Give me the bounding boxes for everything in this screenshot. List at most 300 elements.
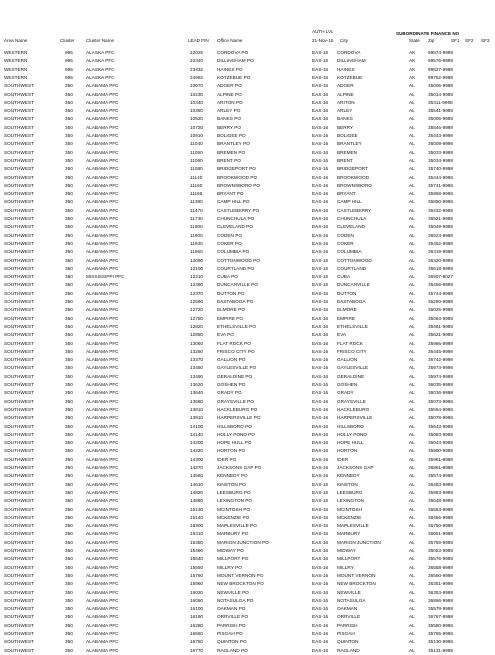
cluster-cell: 350	[65, 174, 73, 180]
auth-lvl-cell: EAS-16	[312, 182, 329, 188]
auth-lvl-cell: EAS-16	[312, 448, 329, 454]
lead-fin-cell: 14820	[190, 489, 204, 495]
table-row	[0, 115, 495, 123]
cluster-cell: 350	[65, 191, 73, 197]
state-cell: AL	[409, 83, 415, 89]
cluster-cell: 350	[65, 415, 73, 421]
cluster-name-cell: ALABAMA PFC	[86, 606, 119, 612]
cluster-cell: 350	[65, 423, 73, 429]
auth-lvl-cell: EAS-16	[312, 58, 329, 64]
table-row	[0, 91, 495, 99]
subordinate-finance-header: SUBORDINATE FINANCE NO	[396, 31, 460, 36]
auth-lvl-cell: EAS-16	[312, 415, 329, 421]
lead-fin-cell: 11800	[190, 224, 203, 230]
cluster-name-cell: ALABAMA PFC	[86, 174, 119, 180]
col-cluster-name: Cluster Name	[86, 38, 115, 43]
city-cell: GAYLESVILLE	[337, 365, 369, 371]
cluster-cell: 350	[65, 348, 73, 354]
state-cell: AL	[409, 440, 415, 446]
table-row	[0, 555, 495, 563]
zip-cell: 36759-9998	[428, 539, 454, 545]
area-name-cell: SOUTHWEST	[4, 357, 34, 363]
table-row	[0, 298, 495, 306]
cluster-name-cell: ALABAMA PFC	[86, 340, 119, 346]
auth-lvl-cell: EAS-16	[312, 307, 329, 313]
cluster-cell: 350	[65, 531, 73, 537]
zip-cell: 36560-9998	[428, 572, 454, 578]
zip-cell: 35083-9998	[428, 431, 454, 437]
city-cell: MCKENZIE	[337, 514, 362, 520]
cluster-cell: 350	[65, 149, 73, 155]
zip-cell: 36742-9998	[428, 357, 454, 363]
office-name-cell: ETHELSVILLE PO	[217, 323, 257, 329]
zip-cell: 36311-9998	[428, 99, 453, 105]
zip-cell: 35580-9998	[428, 622, 454, 628]
state-cell: AL	[409, 423, 415, 429]
cluster-cell: 350	[65, 523, 73, 529]
cluster-name-cell: ALABAMA PFC	[86, 390, 119, 396]
auth-lvl-cell: EAS-16	[312, 564, 329, 570]
auth-lvl-cell: EAS-16	[312, 456, 329, 462]
cluster-name-cell: ALABAMA PFC	[86, 307, 119, 313]
auth-lvl-cell: EAS-16	[312, 116, 329, 122]
city-cell: LEXINGTON	[337, 498, 365, 504]
cluster-cell: 350	[65, 597, 73, 603]
auth-lvl-cell: EAS-16	[312, 631, 329, 636]
zip-cell: 35063-9998	[428, 315, 454, 321]
lead-fin-cell: 11160	[190, 182, 203, 188]
zip-cell: 36260-9998	[428, 299, 454, 304]
lead-fin-cell: 11040	[190, 141, 203, 147]
area-name-cell: SOUTHWEST	[4, 340, 34, 346]
cluster-cell: 350	[65, 456, 73, 462]
cluster-name-cell: ALABAMA PFC	[86, 398, 119, 404]
zip-cell: 36523-9998	[428, 232, 454, 238]
city-cell: DUTTON	[337, 290, 357, 296]
lead-fin-cell: 11380	[190, 199, 203, 205]
state-cell: AL	[409, 299, 415, 304]
table-row	[0, 107, 495, 115]
table-row	[0, 356, 495, 364]
zip-cell: 35983-9998	[428, 489, 454, 495]
cluster-name-cell: ALABAMA PFC	[86, 257, 119, 263]
col-date: 21-Nov-15	[312, 38, 334, 43]
lead-fin-cell: 10910	[190, 133, 204, 138]
table-row	[0, 456, 495, 464]
area-name-cell: SOUTHWEST	[4, 581, 34, 587]
office-name-cell: KENNEDY PO	[217, 473, 248, 479]
table-row	[0, 398, 495, 406]
state-cell: AL	[409, 523, 415, 529]
cluster-name-cell: ALABAMA PFC	[86, 216, 119, 221]
zip-cell: 36043-9998	[428, 440, 454, 446]
lead-fin-cell: 13060	[190, 340, 204, 346]
cluster-name-cell: ALABAMA PFC	[86, 290, 119, 296]
auth-lvl-cell: EAS-16	[312, 124, 329, 130]
lead-fin-cell: 22026	[190, 50, 204, 55]
zip-cell: 36750-9998	[428, 523, 454, 529]
office-name-cell: MCKENZIE PO	[217, 514, 250, 520]
office-name-cell: BRYANT PO	[217, 191, 244, 197]
auth-lvl-cell: EAS-16	[312, 556, 329, 562]
auth-lvl-cell: EAS-16	[312, 348, 329, 354]
cluster-cell: 350	[65, 232, 73, 238]
cluster-cell: 350	[65, 290, 73, 296]
state-cell: AL	[409, 631, 415, 636]
state-cell: AL	[409, 315, 415, 321]
city-cell: HOPE HULL	[337, 440, 364, 446]
office-name-cell: CASTLEBERRY PO	[217, 207, 260, 213]
cluster-name-cell: ALABAMA PFC	[86, 240, 119, 246]
city-cell: CHUNCHULA	[337, 216, 367, 221]
cluster-cell: 350	[65, 473, 73, 479]
lead-fin-cell: 15490	[190, 548, 204, 553]
cluster-cell: 350	[65, 465, 73, 470]
city-cell: BRYANT	[337, 191, 356, 197]
zip-cell: 35541-9998	[428, 108, 454, 114]
cluster-name-cell: ALABAMA PFC	[86, 373, 119, 379]
zip-cell: 35564-9998	[428, 406, 454, 412]
city-cell: BRANTLEY	[337, 141, 362, 147]
cluster-cell: 350	[65, 216, 73, 221]
office-name-cell: MILLRY PO	[217, 564, 242, 570]
office-name-cell: BANKS PO	[217, 116, 241, 122]
city-cell: QUINTON	[337, 639, 359, 645]
zip-cell: 36009-9998	[428, 141, 454, 147]
cluster-cell: 350	[65, 224, 73, 230]
state-cell: AL	[409, 572, 415, 578]
city-cell: HOLLY POND	[337, 431, 367, 437]
cluster-cell: 350	[65, 398, 73, 404]
zip-cell: 35579-9998	[428, 606, 454, 612]
col-zip: Zip	[428, 38, 435, 43]
zip-cell: 35648-9998	[428, 498, 454, 504]
col-sf1: SF1	[451, 38, 460, 43]
table-row	[0, 423, 495, 431]
state-cell: AL	[409, 473, 415, 479]
cluster-cell: 350	[65, 448, 73, 454]
state-cell: AL	[409, 415, 415, 421]
zip-cell: 35740-9998	[428, 166, 454, 172]
lead-fin-cell: 15300	[190, 523, 204, 529]
office-name-cell: COKER PO	[217, 240, 242, 246]
zip-cell: 36053-9998	[428, 548, 454, 553]
area-name-cell: SOUTHWEST	[4, 382, 34, 387]
auth-lvl-cell: EAS-16	[312, 639, 329, 645]
table-row	[0, 414, 495, 422]
city-cell: HARPERSVILLE	[337, 415, 373, 421]
city-cell: ADGER	[337, 83, 354, 89]
city-cell: ALPINE	[337, 91, 354, 97]
auth-lvl-cell: EAS-16	[312, 290, 329, 296]
area-name-cell: SOUTHWEST	[4, 365, 34, 371]
cluster-name-cell: ALABAMA PFC	[86, 556, 119, 562]
office-name-cell: NOTASULGA PO	[217, 597, 254, 603]
state-cell: AL	[409, 257, 415, 263]
cluster-name-cell: ALABAMA PFC	[86, 564, 119, 570]
area-name-cell: SOUTHWEST	[4, 622, 34, 628]
state-cell: AL	[409, 548, 415, 553]
table-row	[0, 57, 495, 65]
lead-fin-cell: 12850	[190, 332, 204, 338]
cluster-cell: 350	[65, 265, 73, 271]
col-lead-fin: LEAD FIN	[188, 38, 209, 43]
area-name-cell: SOUTHWEST	[4, 589, 34, 595]
table-row	[0, 315, 495, 323]
area-name-cell: SOUTHWEST	[4, 406, 34, 412]
lead-fin-cell: 16100	[190, 606, 204, 612]
col-state: State	[409, 38, 420, 43]
cluster-name-cell: ALABAMA PFC	[86, 149, 119, 155]
area-name-cell: SOUTHWEST	[4, 606, 34, 612]
cluster-name-cell: ALABAMA PFC	[86, 265, 119, 271]
table-row	[0, 248, 495, 256]
cluster-name-cell: ALABAMA PFC	[86, 99, 119, 105]
cluster-name-cell: ALABAMA PFC	[86, 348, 119, 354]
office-name-cell: EMPIRE PO	[217, 315, 244, 321]
lead-fin-cell: 11470	[190, 207, 203, 213]
auth-lvl-cell: EAS-16	[312, 240, 329, 246]
cluster-name-cell: ALABAMA PFC	[86, 406, 119, 412]
cluster-name-cell: ALABAMA PFC	[86, 498, 119, 504]
area-name-cell: SOUTHWEST	[4, 481, 34, 487]
table-row	[0, 530, 495, 538]
cluster-cell: 350	[65, 257, 73, 263]
city-cell: BRIDGEPORT	[337, 166, 368, 172]
lead-fin-cell: 12720	[190, 307, 204, 313]
city-cell: ELMORE	[337, 307, 357, 313]
state-cell: AL	[409, 124, 415, 130]
state-cell: AL	[409, 199, 415, 205]
auth-lvl-cell: EAS-16	[312, 365, 329, 371]
cluster-cell: 350	[65, 382, 73, 387]
office-name-cell: RAGLAND PO	[217, 647, 248, 653]
area-name-cell: SOUTHWEST	[4, 182, 34, 188]
cluster-name-cell: ALABAMA PFC	[86, 581, 119, 587]
lead-fin-cell: 10730	[190, 124, 204, 130]
auth-lvl-cell: EAS-16	[312, 539, 329, 545]
table-row	[0, 207, 495, 215]
state-cell: AL	[409, 506, 415, 512]
cluster-cell: 350	[65, 647, 73, 653]
office-name-cell: COTTONWOOD PO	[217, 257, 260, 263]
state-cell: AL	[409, 332, 415, 338]
lead-fin-cell: 16280	[190, 622, 204, 628]
lead-fin-cell: 10340	[190, 99, 204, 105]
table-row	[0, 198, 495, 206]
cluster-name-cell: ALABAMA PFC	[86, 91, 119, 97]
auth-lvl-cell: EAS-16	[312, 191, 329, 197]
state-cell: AL	[409, 340, 415, 346]
auth-lvl-cell: EAS-16	[312, 382, 329, 387]
lead-fin-cell: 13260	[190, 348, 204, 354]
table-row	[0, 630, 495, 638]
state-cell: AL	[409, 240, 415, 246]
zip-cell: 35974-9998	[428, 373, 454, 379]
zip-cell: 35744-9998	[428, 290, 454, 296]
area-name-cell: SOUTHWEST	[4, 456, 34, 462]
zip-cell: 35073-9998	[428, 398, 454, 404]
state-cell: AL	[409, 406, 415, 412]
area-name-cell: SOUTHWEST	[4, 572, 34, 578]
table-row	[0, 564, 495, 572]
state-cell: AL	[409, 249, 415, 255]
zip-cell: 35131-9998	[428, 647, 454, 653]
city-cell: GERALDINE	[337, 373, 365, 379]
table-row	[0, 373, 495, 381]
state-cell: AL	[409, 133, 415, 138]
city-cell: BOLIGEE	[337, 133, 358, 138]
cluster-cell: 350	[65, 299, 73, 304]
cluster-name-cell: ALABAMA PFC	[86, 589, 119, 595]
city-cell: EMPIRE	[337, 315, 355, 321]
auth-lvl-cell: EAS-16	[312, 141, 329, 147]
state-cell: AK	[409, 50, 416, 55]
cluster-name-cell: ALABAMA PFC	[86, 514, 119, 520]
area-name-cell: SOUTHWEST	[4, 133, 34, 138]
lead-fin-cell: 15310	[190, 531, 204, 537]
lead-fin-cell: 12750	[190, 315, 204, 321]
city-cell: RAGLAND	[337, 647, 360, 653]
auth-lvl-cell: EAS-16	[312, 581, 329, 587]
cluster-name-cell: ALABAMA PFC	[86, 182, 119, 188]
area-name-cell: SOUTHWEST	[4, 257, 34, 263]
city-cell: CLEVELAND	[337, 224, 365, 230]
cluster-name-cell: ALABAMA PFC	[86, 232, 119, 238]
auth-lvl-cell: EAS-16	[312, 506, 329, 512]
auth-lvl-cell: EAS-16	[312, 597, 329, 603]
city-cell: MARION JUNCTION	[337, 539, 381, 545]
cluster-cell: 350	[65, 315, 73, 321]
auth-lvl-cell: EAS-16	[312, 50, 329, 55]
auth-lvl-cell: EAS-16	[312, 332, 329, 338]
state-cell: AL	[409, 448, 415, 454]
zip-cell: 35444-9998	[428, 174, 454, 180]
cluster-name-cell: ALABAMA PFC	[86, 548, 119, 553]
cluster-cell: 350	[65, 182, 73, 188]
lead-fin-cell: 11900	[190, 232, 203, 238]
office-name-cell: ARLEY PO	[217, 108, 241, 114]
table-row	[0, 613, 495, 621]
city-cell: BERRY	[337, 124, 354, 130]
cluster-cell: 350	[65, 614, 73, 620]
area-name-cell: SOUTHWEST	[4, 224, 34, 230]
office-name-cell: GRAYSVILLE PO	[217, 398, 254, 404]
cluster-name-cell: ALABAMA PFC	[86, 465, 119, 470]
table-row	[0, 340, 495, 348]
table-row	[0, 174, 495, 182]
cluster-cell: 350	[65, 249, 73, 255]
area-name-cell: SOUTHWEST	[4, 564, 34, 570]
zip-cell: 35643-9998	[428, 423, 454, 429]
table-row	[0, 539, 495, 547]
cluster-cell: 350	[65, 199, 73, 205]
auth-lvl-cell: EAS-16	[312, 274, 329, 280]
area-name-cell: SOUTHWEST	[4, 299, 34, 304]
lead-fin-cell: 16060	[190, 597, 204, 603]
area-name-cell: SOUTHWEST	[4, 232, 34, 238]
zip-cell: 36353-9998	[428, 589, 454, 595]
area-name-cell: SOUTHWEST	[4, 348, 34, 354]
state-cell: AL	[409, 91, 415, 97]
state-cell: AL	[409, 182, 415, 188]
lead-fin-cell: 10360	[190, 108, 204, 114]
state-cell: AL	[409, 498, 415, 504]
state-cell: AL	[409, 157, 415, 163]
auth-lvl-cell: EAS-16	[312, 108, 329, 114]
lead-fin-cell: 16560	[190, 631, 204, 636]
office-name-cell: HOPE HULL PO	[217, 440, 252, 446]
lead-fin-cell: 15960	[190, 581, 204, 587]
city-cell: CORDOVA	[337, 50, 361, 55]
office-name-cell: FLAT ROCK PO	[217, 340, 251, 346]
cluster-name-cell: ALABAMA PFC	[86, 597, 119, 603]
state-cell: AL	[409, 597, 415, 603]
state-cell: AL	[409, 531, 415, 537]
state-cell: AL	[409, 639, 415, 645]
zip-cell: 36432-9998	[428, 207, 454, 213]
cluster-name-cell: ALABAMA PFC	[86, 207, 119, 213]
table-row	[0, 281, 495, 289]
state-cell: AL	[409, 398, 415, 404]
area-name-cell: SOUTHWEST	[4, 548, 34, 553]
cluster-name-cell: ALABAMA PFC	[86, 456, 119, 462]
cluster-cell: 350	[65, 91, 73, 97]
area-name-cell: SOUTHWEST	[4, 523, 34, 529]
cluster-name-cell: ALABAMA PFC	[86, 481, 119, 487]
city-cell: KINSTON	[337, 481, 358, 487]
cluster-cell: 995	[65, 58, 73, 64]
lead-fin-cell: 15130	[190, 506, 204, 512]
cluster-cell: 350	[65, 606, 73, 612]
office-name-cell: MAPLESVILLE PO	[217, 523, 257, 529]
auth-lvl-cell: EAS-16	[312, 572, 329, 578]
cluster-name-cell: ALABAMA PFC	[86, 506, 119, 512]
office-name-cell: EASTABOGA PO	[217, 299, 254, 304]
state-cell: AL	[409, 373, 415, 379]
office-name-cell: GRADY PO	[217, 390, 242, 396]
cluster-name-cell: ALABAMA PFC	[86, 531, 119, 537]
auth-lvl-cell: EAS-16	[312, 174, 329, 180]
cluster-cell: 350	[65, 133, 73, 138]
cluster-cell: 350	[65, 581, 73, 587]
col-sf3: SF3	[481, 38, 490, 43]
cluster-name-cell: ALASKA PFC	[86, 50, 115, 55]
lead-fin-cell: 12100	[190, 265, 204, 271]
office-name-cell: DUTTON PO	[217, 290, 245, 296]
zip-cell: 36036-9998	[428, 390, 454, 396]
state-cell: AL	[409, 556, 415, 562]
state-cell: AL	[409, 307, 415, 313]
lead-fin-cell: 14140	[190, 431, 204, 437]
state-cell: AL	[409, 357, 415, 363]
office-name-cell: BREMEN PO	[217, 149, 246, 155]
cluster-name-cell: ALABAMA PFC	[86, 572, 119, 578]
city-cell: IDER	[337, 456, 349, 462]
table-row	[0, 489, 495, 497]
cluster-cell: 350	[65, 406, 73, 412]
area-name-cell: WESTERN	[4, 50, 28, 55]
cluster-name-cell: ALABAMA PFC	[86, 523, 119, 529]
table-row	[0, 257, 495, 265]
auth-lvl-cell: EAS-16	[312, 299, 329, 304]
city-cell: GALLION	[337, 357, 358, 363]
zip-cell: 99752-9998	[428, 74, 454, 80]
area-name-cell: SOUTHWEST	[4, 149, 34, 155]
zip-cell: 36850-9998	[428, 199, 454, 205]
state-cell: AL	[409, 465, 415, 470]
state-cell: AL	[409, 274, 415, 280]
